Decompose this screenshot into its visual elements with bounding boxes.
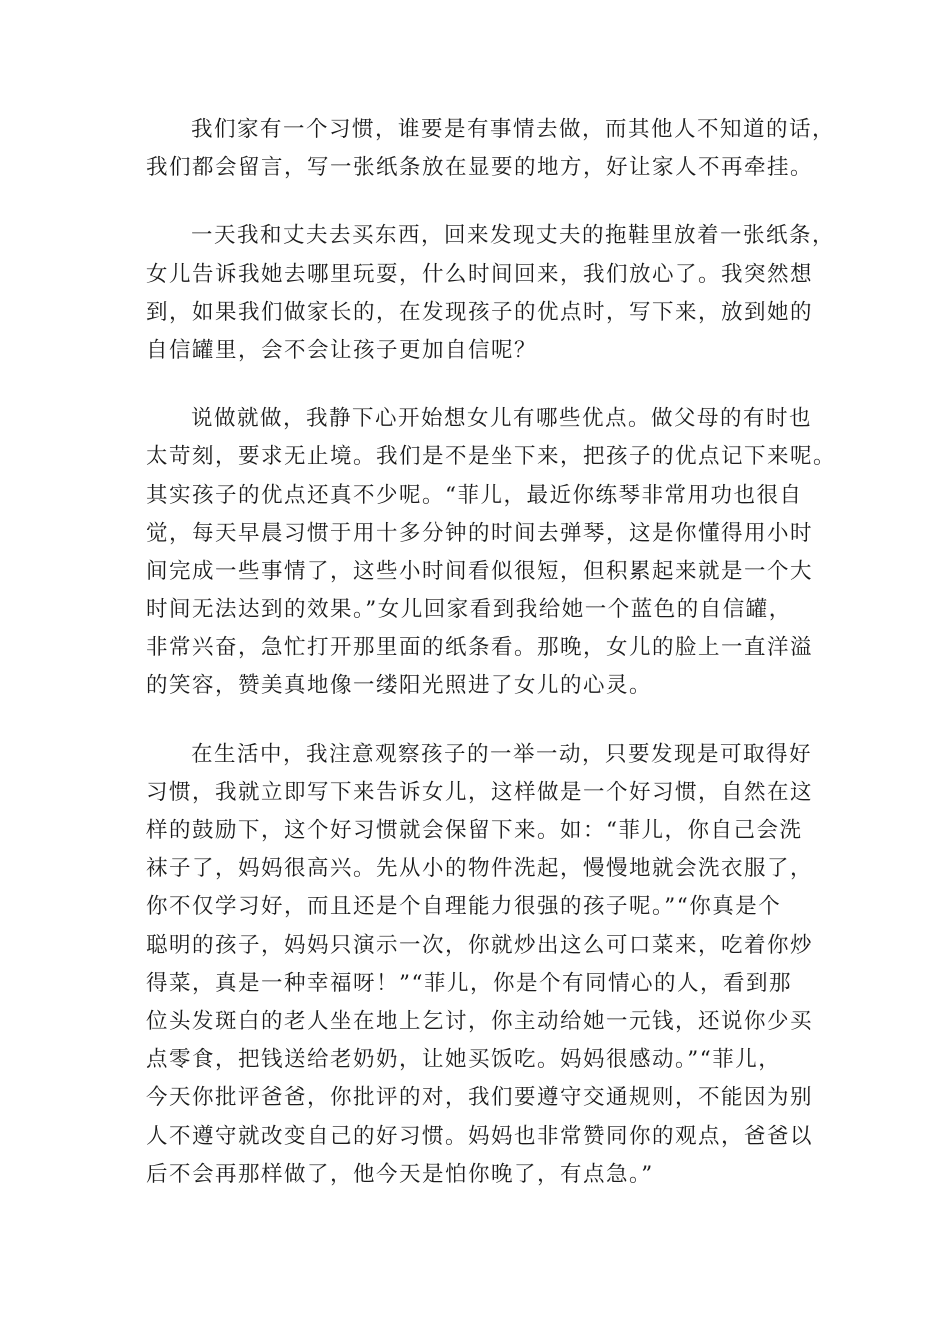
text-line: 说做就做，我静下心开始想女儿有哪些优点。做父母的有时也 bbox=[191, 406, 813, 432]
text-line: 点零食，把钱送给老奶奶，让她买饭吃。妈妈很感动。”“菲儿， bbox=[146, 1047, 782, 1073]
text-line: 今天你批评爸爸，你批评的对，我们要遵守交通规则，不能因为别 bbox=[146, 1085, 814, 1111]
text-line: 非常兴奋，急忙打开那里面的纸条看。那晚，女儿的脸上一直洋溢 bbox=[146, 635, 814, 661]
text-line: 一天我和丈夫去买东西，回来发现丈夫的拖鞋里放着一张纸条， bbox=[191, 223, 836, 249]
text-line: 的笑容，赞美真地像一缕阳光照进了女儿的心灵。 bbox=[146, 673, 653, 699]
paragraph-2 bbox=[146, 217, 836, 370]
text-line: 人不遵守就改变自己的好习惯。妈妈也非常赞同你的观点，爸爸以 bbox=[146, 1123, 814, 1149]
text-line: 习惯，我就立即写下来告诉女儿，这样做是一个好习惯，自然在这 bbox=[146, 779, 814, 805]
paragraph-1 bbox=[146, 111, 836, 187]
text-line: 太苛刻，要求无止境。我们是不是坐下来，把孩子的优点记下来呢。 bbox=[146, 444, 837, 470]
text-line: 我们都会留言，写一张纸条放在显要的地方，好让家人不再牵挂。 bbox=[146, 155, 814, 181]
text-line: 其实孩子的优点还真不少呢。“菲儿，最近你练琴非常用功也很自 bbox=[146, 482, 803, 508]
text-line: 女儿告诉我她去哪里玩耍，什么时间回来，我们放心了。我突然想 bbox=[146, 261, 814, 287]
text-line: 袜子了，妈妈很高兴。先从小的物件洗起，慢慢地就会洗衣服了， bbox=[146, 856, 814, 882]
text-line: 得菜，真是一种幸福呀！”“菲儿，你是个有同情心的人，看到那 bbox=[146, 970, 792, 996]
body-text bbox=[146, 111, 837, 1224]
text-line: 觉，每天早晨习惯于用十多分钟的时间去弹琴，这是你懂得用小时 bbox=[146, 520, 814, 546]
text-line: 后不会再那样做了，他今天是怕你晚了，有点急。” bbox=[146, 1161, 654, 1187]
text-line: 在生活中，我注意观察孩子的一举一动，只要发现是可取得好 bbox=[191, 741, 813, 767]
text-line: 时间无法达到的效果。”女儿回家看到我给她一个蓝色的自信罐， bbox=[146, 597, 792, 623]
text-line: 你不仅学习好，而且还是个自理能力很强的孩子呢。”“你真是个 bbox=[146, 894, 782, 920]
text-line: 到，如果我们做家长的，在发现孩子的优点时，写下来，放到她的 bbox=[146, 299, 814, 325]
text-line: 位头发斑白的老人坐在地上乞讨，你主动给她一元钱，还说你少买 bbox=[146, 1008, 814, 1034]
text-line: 间完成一些事情了，这些小时间看似很短，但积累起来就是一个大 bbox=[146, 558, 814, 584]
paragraph-4 bbox=[146, 736, 814, 1194]
text-line: 我们家有一个习惯，谁要是有事情去做，而其他人不知道的话， bbox=[191, 117, 836, 142]
text-line: 自信罐里，会不会让孩子更加自信呢？ bbox=[146, 337, 538, 363]
text-line: 聪明的孩子，妈妈只演示一次，你就炒出这么可口菜来，吃着你炒 bbox=[146, 932, 814, 958]
paragraph-3 bbox=[146, 400, 837, 706]
text-line: 样的鼓励下，这个好习惯就会保留下来。如：“菲儿，你自己会洗 bbox=[146, 818, 803, 843]
